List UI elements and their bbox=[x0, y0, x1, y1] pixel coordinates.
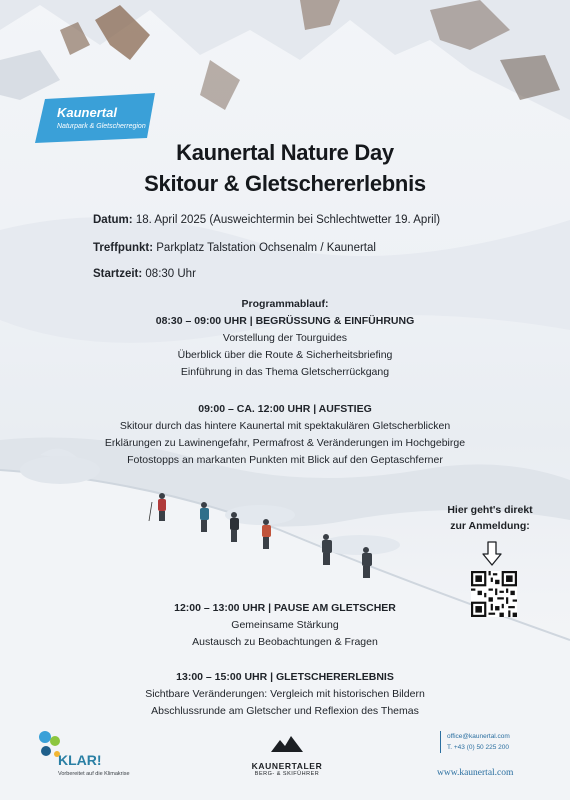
start-row bbox=[93, 268, 196, 280]
meeting-label: Treffpunkt: bbox=[93, 242, 154, 254]
date-label: Datum: bbox=[93, 214, 133, 226]
program-line: Einführung in das Thema Gletscherrückgang bbox=[180, 366, 390, 378]
program-block-title: 13:00 – 15:00 UHR | GLETSCHERERLEBNIS bbox=[176, 671, 394, 683]
klar-title: KLAR! bbox=[58, 752, 102, 768]
program-line: Austausch zu Beobachtungen & Fragen bbox=[192, 636, 378, 648]
qr-code-icon[interactable] bbox=[471, 571, 517, 617]
meeting-row bbox=[93, 242, 376, 254]
mountain-guides-logo bbox=[232, 736, 342, 777]
contact-email[interactable]: office@kaunertal.com bbox=[447, 733, 510, 740]
registration-line: zur Anmeldung: bbox=[450, 520, 530, 532]
down-arrow-icon bbox=[481, 541, 503, 567]
start-value: 08:30 Uhr bbox=[142, 268, 196, 280]
program-line: Abschlussrunde am Gletscher und Reflexion des Themas bbox=[151, 705, 419, 717]
guides-name: KAUNERTALER bbox=[251, 761, 323, 771]
event-subtitle: Skitour & Gletschererlebnis bbox=[144, 171, 426, 196]
date-row bbox=[93, 214, 440, 226]
program-section-1 bbox=[0, 296, 570, 381]
mountain-icon bbox=[271, 736, 303, 752]
guides-subtitle: BERG- & SKIFÜHRER bbox=[254, 771, 320, 777]
date-value: 18. April 2025 (Ausweichtermin bei Schlechtwetter 19. April) bbox=[132, 214, 441, 226]
program-heading: Programmablauf: bbox=[241, 298, 329, 310]
event-title: Kaunertal Nature Day bbox=[176, 140, 394, 165]
program-line: Fotostopps an markanten Punkten mit Blick auf den Geptaschferner bbox=[127, 454, 443, 466]
program-line: Sichtbare Veränderungen: Vergleich mit historischen Bildern bbox=[145, 688, 425, 700]
program-block-title: 08:30 – 09:00 UHR | BEGRÜSSUNG & EINFÜHRUNG bbox=[155, 315, 415, 327]
contact-block bbox=[440, 731, 510, 753]
program-line: Skitour durch das hintere Kaunertal mit spektakulären Gletscherblicken bbox=[119, 420, 451, 432]
registration-line: Hier geht's direkt bbox=[447, 504, 533, 516]
program-section-4 bbox=[0, 669, 570, 720]
program-section-2 bbox=[0, 401, 570, 469]
klar-subtitle: Vorbereitet auf die Klimakrise bbox=[58, 771, 130, 777]
meeting-value: Parkplatz Talstation Ochsenalm / Kaunertal bbox=[153, 242, 376, 254]
program-block-title: 09:00 – CA. 12:00 UHR | AUFSTIEG bbox=[198, 403, 372, 415]
program-line: Vorstellung der Tourguides bbox=[222, 332, 348, 344]
program-line: Überblick über die Route & Sicherheitsbriefing bbox=[177, 349, 393, 361]
program-block-title: 12:00 – 13:00 UHR | PAUSE AM GLETSCHER bbox=[174, 602, 396, 614]
website-link[interactable]: www.kaunertal.com bbox=[437, 768, 514, 778]
program-line: Erklärungen zu Lawinengefahr, Permafrost & Veränderungen im Hochgebirge bbox=[104, 437, 466, 449]
program-line: Gemeinsame Stärkung bbox=[231, 619, 339, 631]
contact-phone[interactable]: T. +43 (0) 50 225 200 bbox=[447, 744, 509, 751]
start-label: Startzeit: bbox=[93, 268, 143, 280]
logo-title: Kaunertal bbox=[57, 105, 117, 120]
logo-subtitle: Naturpark & Gletscherregion bbox=[57, 123, 146, 130]
klar-logo bbox=[38, 730, 130, 777]
registration-callout bbox=[435, 502, 545, 534]
